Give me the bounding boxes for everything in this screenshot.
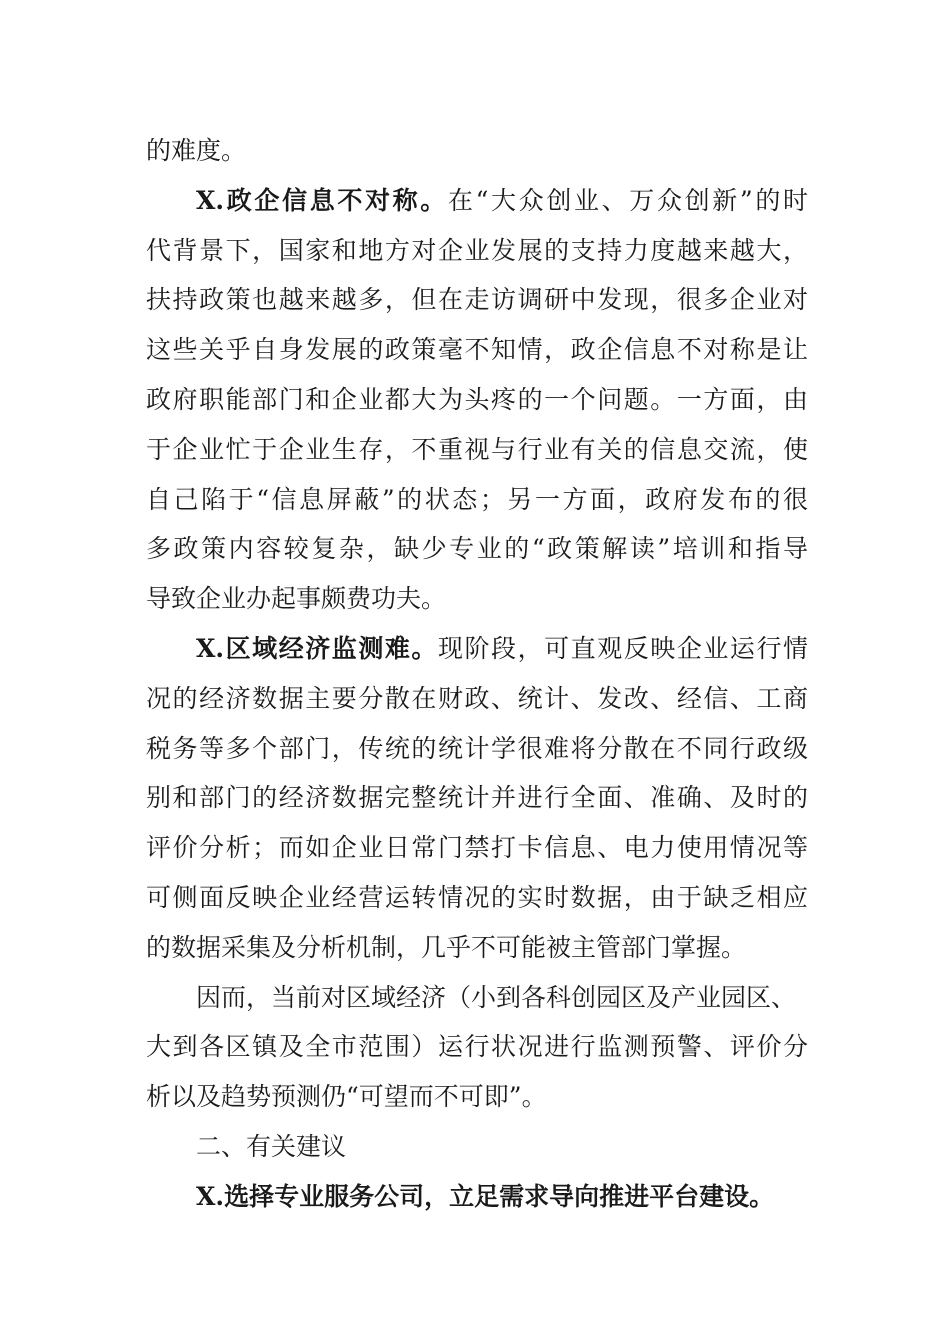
paragraph-heading: X.选择专业服务公司，立足需求导向推进平台建设。 [196, 1181, 775, 1211]
paragraph-line [146, 624, 808, 674]
paragraph-line: 评价分析；而如企业日常门禁打卡信息、电力使用情况等 [146, 833, 808, 863]
paragraph-line: 这些关乎自身发展的政策毫不知情，政企信息不对称是让 [146, 335, 808, 365]
paragraph-heading: X.政企信息不对称。 [196, 185, 448, 215]
paragraph-line: 多政策内容较复杂，缺少专业的“政策解读”培训和指导 [146, 534, 808, 564]
paragraph-line: 别和部门的经济数据完整统计并进行全面、准确、及时的 [146, 783, 808, 813]
paragraph-line: 政府职能部门和企业都大为头疼的一个问题。一方面，由 [146, 384, 808, 414]
paragraph-line: 税务等多个部门，传统的统计学很难将分散在不同行政级 [146, 733, 808, 763]
text: 的难度。 [146, 136, 247, 165]
paragraph-line [146, 126, 808, 176]
paragraph-line: 扶持政策也越来越多，但在走访调研中发现，很多企业对 [146, 285, 808, 315]
text: 在“大众创业、万众创新”的时 [447, 185, 808, 215]
section-heading: 二、有关建议 [196, 1131, 347, 1161]
paragraph-line: 大到各区镇及全市范围）运行状况进行监测预警、评价分 [146, 1032, 808, 1062]
paragraph-heading: X.区域经济监测难。 [196, 633, 438, 663]
paragraph-line: 因而，当前对区域经济（小到各科创园区及产业园区、 [196, 982, 797, 1012]
text: 现阶段，可直观反映企业运行情 [437, 633, 808, 663]
paragraph-line: 析以及趋势预测仍“可望而不可即”。 [146, 1082, 547, 1112]
document-page [146, 126, 808, 1222]
paragraph-line: 于企业忙于企业生存，不重视与行业有关的信息交流，使 [146, 434, 808, 464]
paragraph-line: 可侧面反映企业经营运转情况的实时数据，由于缺乏相应 [146, 882, 808, 912]
paragraph-line: 自己陷于“信息屏蔽”的状态；另一方面，政府发布的很 [146, 484, 808, 514]
paragraph-line: 代背景下，国家和地方对企业发展的支持力度越来越大， [146, 235, 808, 265]
paragraph-line: 况的经济数据主要分散在财政、统计、发改、经信、工商 [146, 683, 808, 713]
paragraph-line: 的数据采集及分析机制，几乎不可能被主管部门掌握。 [146, 932, 747, 962]
paragraph-line: 导致企业办起事颇费功夫。 [146, 584, 447, 614]
paragraph-line [146, 176, 808, 226]
